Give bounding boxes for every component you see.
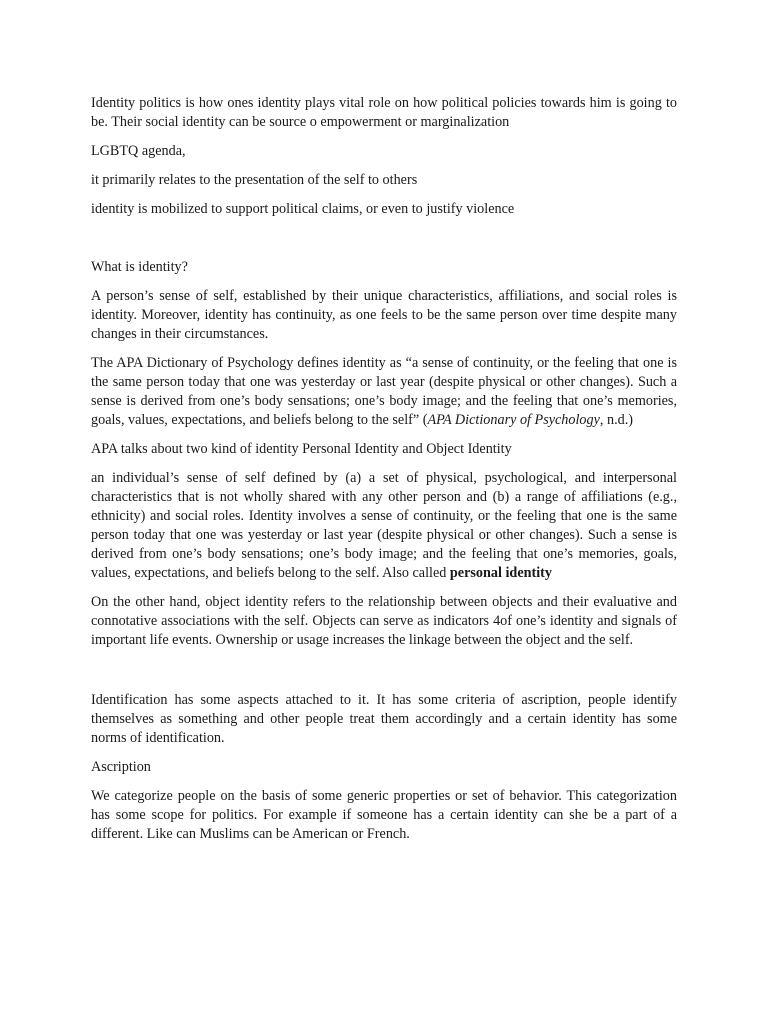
paragraph-object-identity: On the other hand, object identity refers to the relationship between objects and their evaluative and connotative associations with the self. Objects can serve as indicators 4of one’s identity and signals of important life events. Ownership or usage increases the linkage between the object and the self. <box>91 594 677 648</box>
paragraph-personal-identity-definition <box>91 469 677 583</box>
paragraph-presentation-of-self: it primarily relates to the presentation of the self to others <box>91 172 418 188</box>
paragraph-identification-aspects: Identification has some aspects attached to it. It has some criteria of ascription, people identify themselves as something and other people treat them accordingly and a certain identity has some norms of identification. <box>91 692 677 746</box>
apa-citation-end: , n.d.) <box>599 412 634 428</box>
heading-ascription: Ascription <box>91 759 151 775</box>
spacer <box>91 660 677 691</box>
paragraph-categorize-people: We categorize people on the basis of some generic properties or set of behavior. This categorization has some scope for politics. For example if someone has a certain identity can she be a part of a different. Like can Muslims can be American or French. <box>91 788 677 842</box>
paragraph-apa-definition <box>91 354 677 430</box>
paragraph-identity-politics: Identity politics is how ones identity plays vital role on how political policies towards him is going to be. Their social identity can be source o empowerment or marginalization <box>91 95 677 130</box>
heading-what-is-identity: What is identity? <box>91 259 188 275</box>
apa-definition-text: The APA Dictionary of Psychology defines identity as “a sense of continuity, or the feeling that one is the same person today that one was yesterday or last year (despite physical or other changes). Such a sense is derived from one’s body sensations; one’s body image; and the feeling that one’s memories, goals, values, expectations, and beliefs belong to the self” ( <box>91 355 677 428</box>
paragraph-lgbtq-agenda: LGBTQ agenda, <box>91 143 186 159</box>
paragraph-two-kinds-identity: APA talks about two kind of identity Personal Identity and Object Identity <box>91 441 512 457</box>
personal-identity-text: an individual’s sense of self defined by (a) a set of physical, psychological, and interpersonal characteristics that is not wholly shared with any other person and (b) a range of affiliations (e.g., ethnicity) and social roles. Identity involves a sense of continuity, or the feeling that one is the same person today that one was yesterday or last year (despite physical or other changes). Such a sense is derived from one’s body sensations; one’s body image; and the feeling that one’s memories, goals, values, expectations, and beliefs belong to the self. Also called <box>91 470 677 581</box>
personal-identity-term: personal identity <box>449 565 552 581</box>
document-page <box>91 94 677 854</box>
paragraph-identity-mobilized: identity is mobilized to support political claims, or even to justify violence <box>91 201 515 217</box>
apa-citation-title: APA Dictionary of Psychology <box>427 412 600 428</box>
paragraph-sense-of-self: A person’s sense of self, established by their unique characteristics, affiliations, and social roles is identity. Moreover, identity has continuity, as one feels to be the same person over time despite many changes in their circumstances. <box>91 288 677 342</box>
spacer <box>91 229 677 258</box>
